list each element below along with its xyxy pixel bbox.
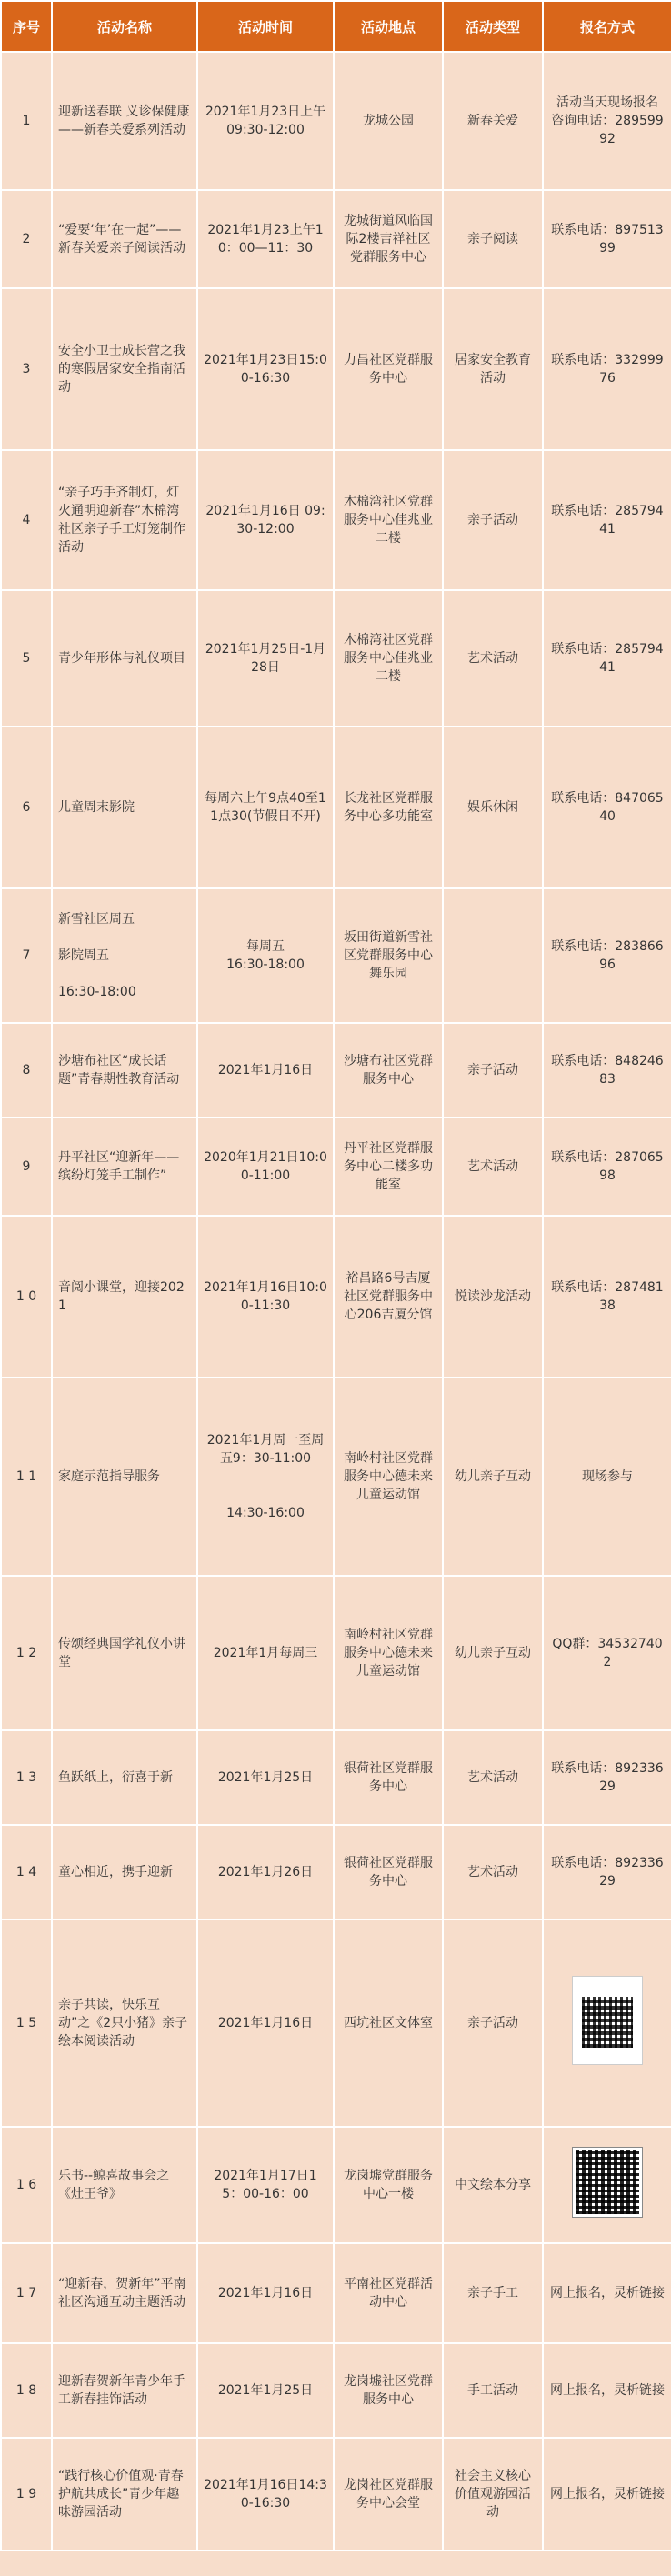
activity-type: 娱乐休闲 xyxy=(443,727,543,888)
activity-place: 丹平社区党群服务中心二楼多功能室 xyxy=(334,1118,443,1216)
activity-time: 2021年1月25日-1月28日 xyxy=(197,590,334,727)
activity-name: 家庭示范指导服务 xyxy=(52,1378,197,1576)
activity-time: 2021年1月25日 xyxy=(197,2343,334,2438)
registration-method: 联系电话：28748138 xyxy=(543,1216,671,1378)
activity-place: 龙岗墟党群服务中心一楼 xyxy=(334,2127,443,2243)
row-number: 2 xyxy=(1,190,52,288)
registration-method: 联系电话：28579441 xyxy=(543,450,671,590)
registration-method: 联系电话：84824683 xyxy=(543,1023,671,1118)
table-row xyxy=(1,1825,671,1919)
activity-place: 西坑社区文体室 xyxy=(334,1919,443,2127)
activity-name: 青少年形体与礼仪项目 xyxy=(52,590,197,727)
activity-type: 手工活动 xyxy=(443,2343,543,2438)
table-row xyxy=(1,1118,671,1216)
activity-name: “迎新春，贺新年”平南社区沟通互动主题活动 xyxy=(52,2243,197,2343)
row-number: 1 3 xyxy=(1,1730,52,1825)
activity-name: “亲子巧手齐制灯，灯火通明迎新春”木棉湾社区亲子手工灯笼制作活动 xyxy=(52,450,197,590)
row-number: 1 0 xyxy=(1,1216,52,1378)
table-row xyxy=(1,52,671,190)
activity-place: 力昌社区党群服务中心 xyxy=(334,288,443,450)
activity-type: 艺术活动 xyxy=(443,1118,543,1216)
activity-place: 平南社区党群活动中心 xyxy=(334,2243,443,2343)
activity-type xyxy=(443,888,543,1023)
activity-place: 龙岗社区党群服务中心会堂 xyxy=(334,2438,443,2551)
activity-type: 幼儿亲子互动 xyxy=(443,1576,543,1730)
activity-place: 银荷社区党群服务中心 xyxy=(334,1730,443,1825)
activity-name: 鱼跃纸上，衍喜于新 xyxy=(52,1730,197,1825)
activity-time: 2021年1月26日 xyxy=(197,1825,334,1919)
header-type: 活动类型 xyxy=(443,1,543,52)
activity-time: 2021年1月每周三 xyxy=(197,1576,334,1730)
activity-time: 每周六上午9点40至11点30(节假日不开) xyxy=(197,727,334,888)
wechat-qr-image[interactable] xyxy=(572,1976,643,2065)
table-row xyxy=(1,1378,671,1576)
activity-name: 安全小卫士成长营之我的寒假居家安全指南活动 xyxy=(52,288,197,450)
activity-place: 裕昌路6号吉厦社区党群服务中心206吉厦分馆 xyxy=(334,1216,443,1378)
activity-type: 居家安全教育活动 xyxy=(443,288,543,450)
table-row xyxy=(1,1023,671,1118)
row-number: 1 9 xyxy=(1,2438,52,2551)
table-header-row xyxy=(1,1,671,52)
registration-method: 活动当天现场报名 咨询电话：28959992 xyxy=(543,52,671,190)
header-registration: 报名方式 xyxy=(543,1,671,52)
activity-name: 新雪社区周五 影院周五 16:30-18:00 xyxy=(52,888,197,1023)
activity-time: 2020年1月21日10:00-11:00 xyxy=(197,1118,334,1216)
activity-name: 丹平社区“迎新年——缤纷灯笼手工制作” xyxy=(52,1118,197,1216)
table-row xyxy=(1,2438,671,2551)
registration-method: 联系电话：28386696 xyxy=(543,888,671,1023)
activity-name: “践行核心价值观·青春护航共成长”青少年趣味游园活动 xyxy=(52,2438,197,2551)
registration-method: 联系电话：28706598 xyxy=(543,1118,671,1216)
header-no: 序号 xyxy=(1,1,52,52)
activity-type: 幼儿亲子互动 xyxy=(443,1378,543,1576)
activity-place: 坂田街道新雪社区党群服务中心舞乐园 xyxy=(334,888,443,1023)
registration-method xyxy=(543,1919,671,2127)
activity-type: 亲子活动 xyxy=(443,450,543,590)
activity-place: 龙岗墟社区党群服务中心 xyxy=(334,2343,443,2438)
activity-time: 2021年1月周一至周五9：30-11:00 14:30-16:00 xyxy=(197,1378,334,1576)
activity-type: 中文绘本分享 xyxy=(443,2127,543,2243)
activity-name: “爱要‘年’在一起”——新春关爱亲子阅读活动 xyxy=(52,190,197,288)
activity-type: 艺术活动 xyxy=(443,1825,543,1919)
activity-name: 乐书--鲸喜故事会之《灶王爷》 xyxy=(52,2127,197,2243)
activity-place: 银荷社区党群服务中心 xyxy=(334,1825,443,1919)
registration-method: 网上报名，灵析链接 xyxy=(543,2243,671,2343)
activity-place: 沙塘布社区党群服务中心 xyxy=(334,1023,443,1118)
row-number: 7 xyxy=(1,888,52,1023)
header-place: 活动地点 xyxy=(334,1,443,52)
activity-type: 艺术活动 xyxy=(443,1730,543,1825)
table-row xyxy=(1,288,671,450)
table-row xyxy=(1,888,671,1023)
activity-time: 2021年1月16日14:30-16:30 xyxy=(197,2438,334,2551)
activity-type: 亲子活动 xyxy=(443,1919,543,2127)
activity-time: 2021年1月23日15:00-16:30 xyxy=(197,288,334,450)
activity-time: 2021年1月23日上午09:30-12:00 xyxy=(197,52,334,190)
table-row xyxy=(1,2127,671,2243)
registration-method: 联系电话：89751399 xyxy=(543,190,671,288)
activity-time: 2021年1月16日 09:30-12:00 xyxy=(197,450,334,590)
table-row xyxy=(1,590,671,727)
registration-method: 网上报名，灵析链接 xyxy=(543,2343,671,2438)
activity-name: 童心相近，携手迎新 xyxy=(52,1825,197,1919)
activity-time: 2021年1月25日 xyxy=(197,1730,334,1825)
activity-place: 南岭村社区党群服务中心德未来儿童运动馆 xyxy=(334,1576,443,1730)
activity-name: 儿童周末影院 xyxy=(52,727,197,888)
activity-name: 音阅小课堂，迎接2021 xyxy=(52,1216,197,1378)
activity-type: 亲子活动 xyxy=(443,1023,543,1118)
activity-time: 2021年1月23上午10：00—11：30 xyxy=(197,190,334,288)
activity-type: 亲子手工 xyxy=(443,2243,543,2343)
qr-code-icon[interactable] xyxy=(573,2148,642,2217)
activity-time: 每周五 16:30-18:00 xyxy=(197,888,334,1023)
activity-type: 亲子阅读 xyxy=(443,190,543,288)
registration-method xyxy=(543,2127,671,2243)
row-number: 1 6 xyxy=(1,2127,52,2243)
row-number: 5 xyxy=(1,590,52,727)
table-row xyxy=(1,727,671,888)
table-row xyxy=(1,1919,671,2127)
activity-name: 亲子共读，快乐互动”之《2只小猪》亲子绘本阅读活动 xyxy=(52,1919,197,2127)
row-number: 1 8 xyxy=(1,2343,52,2438)
row-number: 1 5 xyxy=(1,1919,52,2127)
activity-name: 沙塘布社区“成长话题”青春期性教育活动 xyxy=(52,1023,197,1118)
registration-method: 联系电话：89233629 xyxy=(543,1730,671,1825)
activity-place: 木棉湾社区党群服务中心佳兆业二楼 xyxy=(334,590,443,727)
qr-code-icon xyxy=(582,1997,633,2048)
header-time: 活动时间 xyxy=(197,1,334,52)
activity-type: 艺术活动 xyxy=(443,590,543,727)
table-row xyxy=(1,450,671,590)
activity-name: 迎新春贺新年青少年手工新春挂饰活动 xyxy=(52,2343,197,2438)
row-number: 1 2 xyxy=(1,1576,52,1730)
activity-time: 2021年1月17日15：00-16：00 xyxy=(197,2127,334,2243)
activity-place: 长龙社区党群服务中心多功能室 xyxy=(334,727,443,888)
row-number: 1 1 xyxy=(1,1378,52,1576)
row-number: 8 xyxy=(1,1023,52,1118)
registration-method: 联系电话：33299976 xyxy=(543,288,671,450)
activity-place: 南岭村社区党群服务中心德未来儿童运动馆 xyxy=(334,1378,443,1576)
activity-time: 2021年1月16日 xyxy=(197,1919,334,2127)
row-number: 9 xyxy=(1,1118,52,1216)
registration-method: 联系电话：89233629 xyxy=(543,1825,671,1919)
activity-time: 2021年1月16日 xyxy=(197,1023,334,1118)
header-name: 活动名称 xyxy=(52,1,197,52)
row-number: 4 xyxy=(1,450,52,590)
row-number: 1 xyxy=(1,52,52,190)
activity-place: 木棉湾社区党群服务中心佳兆业二楼 xyxy=(334,450,443,590)
row-number: 6 xyxy=(1,727,52,888)
table-row xyxy=(1,1576,671,1730)
registration-method: 联系电话：84706540 xyxy=(543,727,671,888)
row-number: 1 4 xyxy=(1,1825,52,1919)
registration-method: 网上报名，灵析链接 xyxy=(543,2438,671,2551)
table-row xyxy=(1,190,671,288)
registration-method: QQ群：345327402 xyxy=(543,1576,671,1730)
activity-type: 社会主义核心价值观游园活动 xyxy=(443,2438,543,2551)
table-body xyxy=(1,52,671,2551)
registration-method: 联系电话：28579441 xyxy=(543,590,671,727)
row-number: 3 xyxy=(1,288,52,450)
activity-place: 龙城公园 xyxy=(334,52,443,190)
table-row xyxy=(1,2343,671,2438)
activity-name: 迎新送春联 义诊保健康——新春关爱系列活动 xyxy=(52,52,197,190)
activity-place: 龙城街道风临国际2楼吉祥社区党群服务中心 xyxy=(334,190,443,288)
activity-name: 传颂经典国学礼仪小讲堂 xyxy=(52,1576,197,1730)
table-row xyxy=(1,2243,671,2343)
activity-time: 2021年1月16日 xyxy=(197,2243,334,2343)
activity-time: 2021年1月16日10:00-11:30 xyxy=(197,1216,334,1378)
table-row xyxy=(1,1216,671,1378)
registration-method: 现场参与 xyxy=(543,1378,671,1576)
activity-type: 新春关爱 xyxy=(443,52,543,190)
row-number: 1 7 xyxy=(1,2243,52,2343)
activity-type: 悦读沙龙活动 xyxy=(443,1216,543,1378)
table-row xyxy=(1,1730,671,1825)
